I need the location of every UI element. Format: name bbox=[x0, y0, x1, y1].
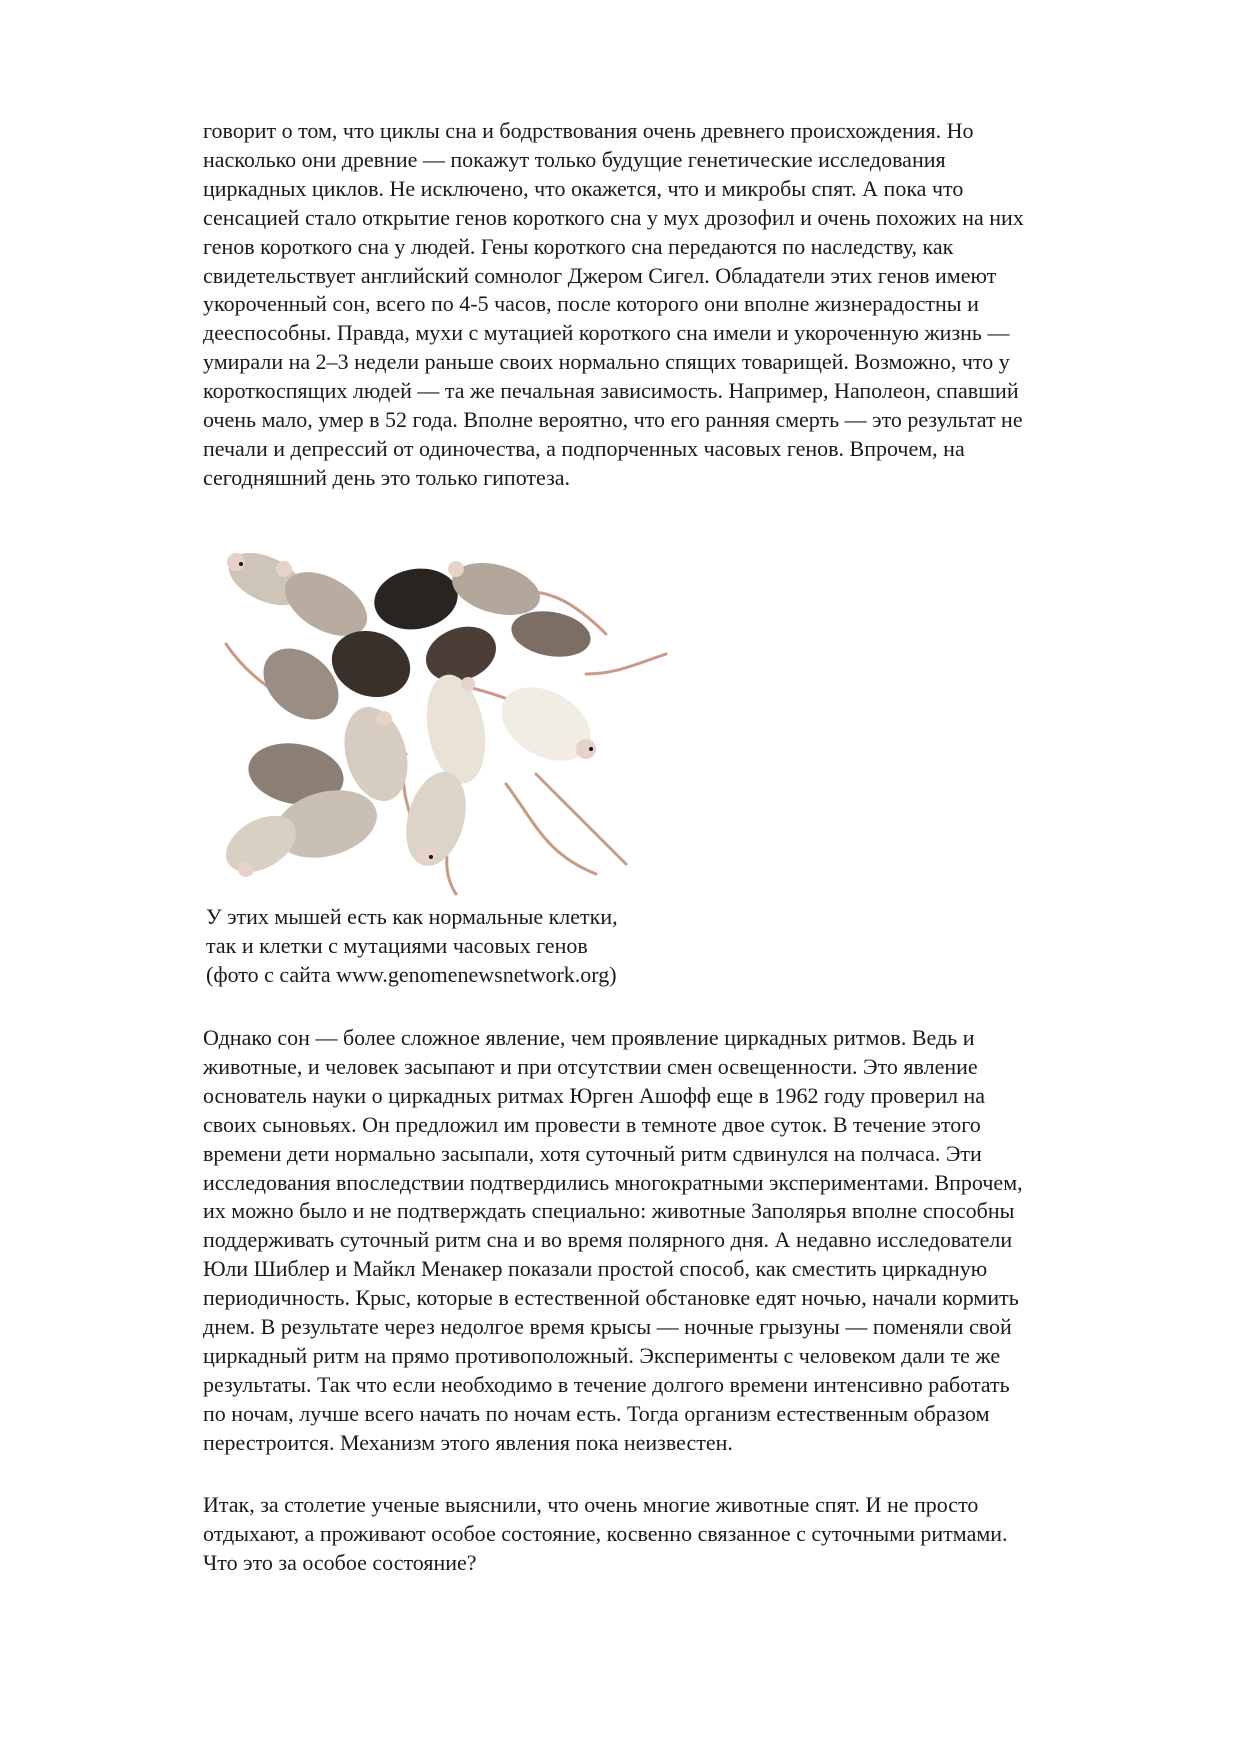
text-line: печали и депрессий от одиночества, а подпорченных часовых генов. Впрочем, на bbox=[203, 435, 965, 461]
text-line: по ночам, лучше всего начать по ночам есть. Тогда организм естественным образом bbox=[203, 1400, 990, 1426]
text-line: говорит о том, что циклы сна и бодрствования очень древнего происхождения. Но bbox=[203, 118, 974, 143]
text-line: результаты. Так что если необходимо в течение долгого времени интенсивно работать bbox=[203, 1371, 1010, 1397]
paragraph-1 bbox=[203, 117, 1163, 493]
text-line: Однако сон — более сложное явление, чем проявление циркадных ритмов. Ведь и bbox=[203, 1025, 975, 1050]
caption-line: так и клетки с мутациями часовых генов bbox=[206, 932, 588, 958]
text-line: сенсацией стало открытие генов короткого сна у мух дрозофил и очень похожих на них bbox=[203, 204, 1024, 230]
text-line: Юли Шиблер и Майкл Менакер показали простой способ, как сместить циркадную bbox=[203, 1256, 988, 1282]
caption-line: У этих мышей есть как нормальные клетки, bbox=[206, 904, 618, 929]
text-line: отдыхают, а проживают особое состояние, косвенно связанное с суточными ритмами. bbox=[203, 1520, 1008, 1546]
text-line: основатель науки о циркадных ритмах Юрген Ашофф еще в 1962 году проверил на bbox=[203, 1082, 986, 1108]
text-line: времени дети нормально засыпали, хотя суточный ритм сдвинулся на полчаса. Эти bbox=[203, 1140, 982, 1166]
text-line: короткоспящих людей — та же печальная зависимость. Например, Наполеон, спавший bbox=[203, 378, 1019, 404]
figure-caption bbox=[206, 903, 618, 990]
text-line: очень мало, умер в 52 года. Вполне вероятно, что его ранняя смерть — это результат не bbox=[203, 407, 1023, 433]
text-line: их можно было и не подтверждать специально: животные Заполярья вполне способны bbox=[203, 1198, 1015, 1224]
paragraph-2 bbox=[203, 1024, 1163, 1458]
text-line: дееспособны. Правда, мухи с мутацией короткого сна имели и укороченную жизнь — bbox=[203, 320, 1010, 346]
mice-photo bbox=[206, 524, 678, 904]
caption-line: (фото с сайта www.genomenewsnetwork.org) bbox=[206, 961, 617, 987]
text-line: укороченный сон, всего по 4-5 часов, после которого они вполне жизнерадостны и bbox=[203, 291, 979, 317]
text-line: перестроится. Механизм этого явления пока неизвестен. bbox=[203, 1429, 733, 1455]
text-line: насколько они древние — покажут только будущие генетические исследования bbox=[203, 146, 946, 172]
text-line: периодичность. Крыс, которые в естественной обстановке едят ночью, начали кормить bbox=[203, 1285, 1019, 1311]
paragraph-3 bbox=[203, 1491, 1163, 1578]
text-line: умирали на 2–3 недели раньше своих нормально спящих товарищей. Возможно, что у bbox=[203, 349, 1010, 375]
text-line: поддерживать суточный ритм сна и во время полярного дня. А недавно исследователи bbox=[203, 1227, 1013, 1253]
text-line: Итак, за столетие ученые выяснили, что очень многие животные спят. И не просто bbox=[203, 1492, 979, 1517]
text-line: исследования впоследствии подтвердились многократными экспериментами. Впрочем, bbox=[203, 1169, 1023, 1195]
text-line: циркадный ритм на прямо противоположный. Эксперименты с человеком дали те же bbox=[203, 1342, 1001, 1368]
text-line: свидетельствует английский сомнолог Джером Сигел. Обладатели этих генов имеют bbox=[203, 262, 997, 288]
text-line: Что это за особое состояние? bbox=[203, 1549, 477, 1575]
text-line: сегодняшний день это только гипотеза. bbox=[203, 464, 571, 490]
mice-photo-icon bbox=[206, 524, 678, 904]
text-line: генов короткого сна у людей. Гены короткого сна передаются по наследству, как bbox=[203, 233, 954, 259]
text-line: своих сыновьях. Он предложил им провести в темноте двое суток. В течение этого bbox=[203, 1111, 981, 1137]
text-line: днем. В результате через недолгое время крысы — ночные грызуны — поменяли свой bbox=[203, 1314, 1012, 1340]
text-line: циркадных циклов. Не исключено, что окажется, что и микробы спят. А пока что bbox=[203, 175, 964, 201]
text-line: животные, и человек засыпают и при отсутствии смен освещенности. Это явление bbox=[203, 1053, 978, 1079]
